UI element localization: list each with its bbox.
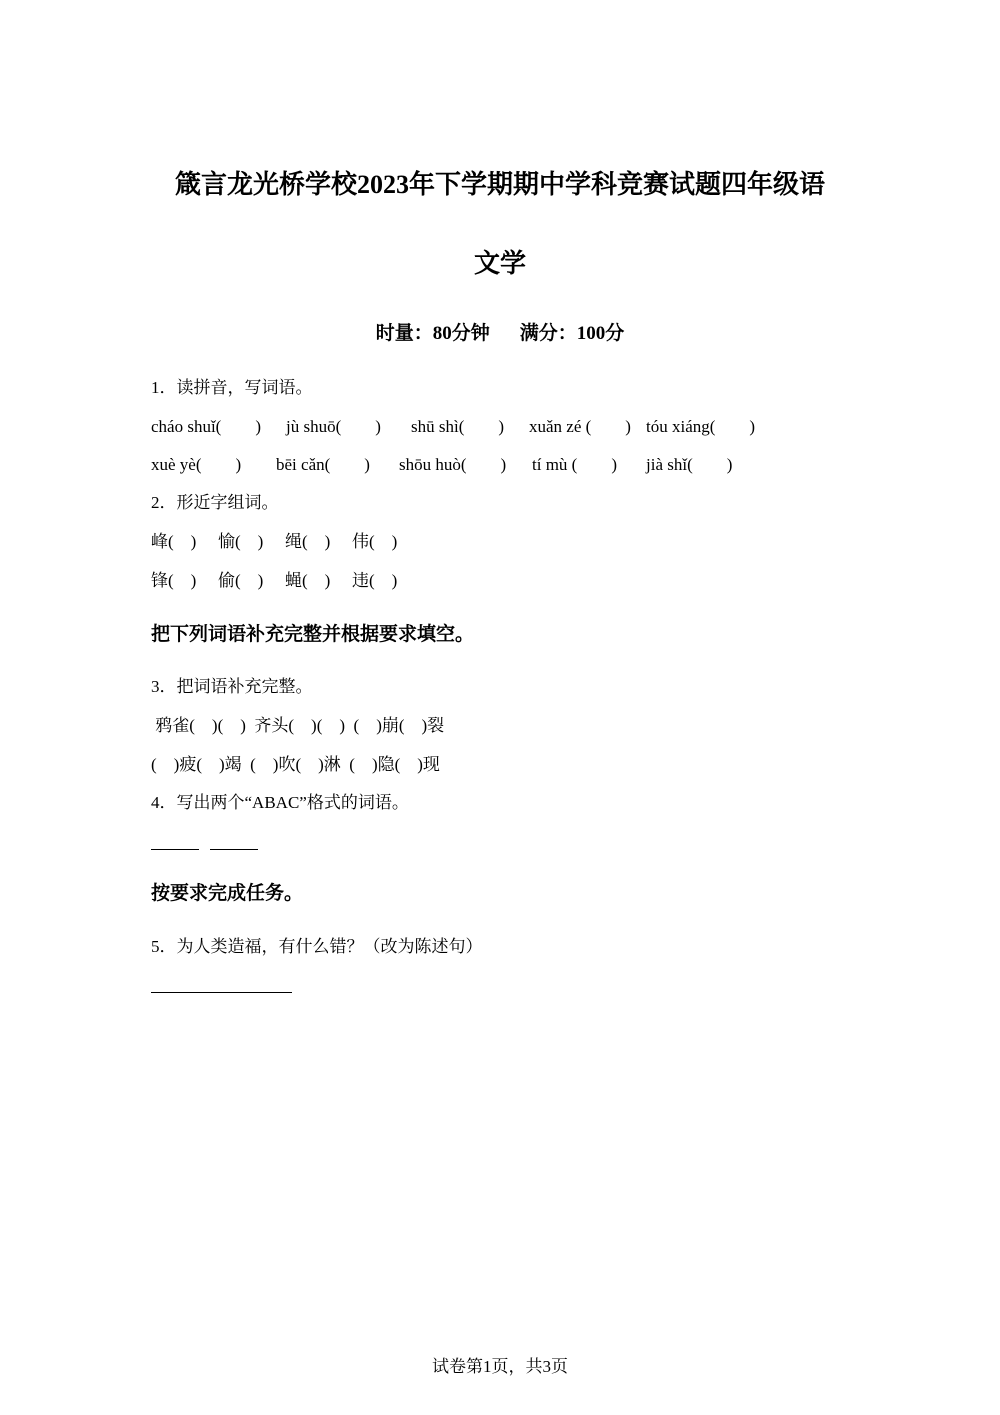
pinyin-item: tí mù ( ) bbox=[532, 455, 617, 474]
section-heading-fill-words: 把下列词语补充完整并根据要求填空。 bbox=[151, 623, 475, 645]
exam-info bbox=[150, 321, 850, 347]
q3-line-1: 鸦雀( )( ) 齐头( )( ) ( )崩( )裂 bbox=[151, 716, 445, 735]
char-item: 愉( ) bbox=[218, 532, 264, 551]
pinyin-item: jià shǐ( ) bbox=[646, 455, 733, 474]
char-item: 偷( ) bbox=[218, 571, 264, 590]
answer-blank-q5[interactable] bbox=[151, 992, 292, 993]
q3-line-2: ( )疲( )竭 ( )吹( )淋 ( )隐( )现 bbox=[151, 755, 440, 774]
q1-prompt: 1．读拼音，写词语。 bbox=[151, 378, 313, 397]
exam-title-line2: 文学 bbox=[473, 249, 526, 278]
q4-prompt: 4．写出两个“ABAC”格式的词语。 bbox=[151, 793, 409, 812]
exam-title-line1: 箴言龙光桥学校2023年下学期期中学科竞赛试题四年级语 bbox=[174, 170, 825, 199]
time-limit: 时量：80分钟 bbox=[375, 323, 490, 344]
pinyin-item: xuè yè( ) bbox=[151, 455, 242, 474]
char-item: 峰( ) bbox=[151, 532, 197, 551]
full-score: 满分：100分 bbox=[519, 323, 625, 344]
page-footer: 试卷第1页，共3页 bbox=[432, 1357, 568, 1376]
q5-prompt: 5．为人类造福，有什么错？（改为陈述句） bbox=[151, 937, 483, 956]
pinyin-item: tóu xiáng( ) bbox=[646, 417, 756, 436]
char-item: 蝇( ) bbox=[285, 571, 331, 590]
section-heading-tasks: 按要求完成任务。 bbox=[151, 882, 304, 904]
pinyin-item: shū shì( ) bbox=[411, 417, 505, 436]
pinyin-item: shōu huò( ) bbox=[399, 455, 507, 474]
pinyin-item: bēi cǎn( ) bbox=[276, 455, 370, 474]
char-item: 绳( ) bbox=[285, 532, 331, 551]
pinyin-item: cháo shuǐ( ) bbox=[151, 417, 262, 436]
q2-prompt: 2．形近字组词。 bbox=[151, 493, 279, 512]
pinyin-item: xuǎn zé ( ) bbox=[529, 417, 631, 436]
answer-blank-1[interactable] bbox=[151, 849, 199, 850]
char-item: 违( ) bbox=[352, 571, 398, 590]
pinyin-item: jù shuō( ) bbox=[286, 417, 381, 436]
char-item: 锋( ) bbox=[151, 571, 197, 590]
q3-prompt: 3．把词语补充完整。 bbox=[151, 677, 313, 696]
answer-blank-2[interactable] bbox=[210, 849, 258, 850]
char-item: 伟( ) bbox=[352, 532, 398, 551]
